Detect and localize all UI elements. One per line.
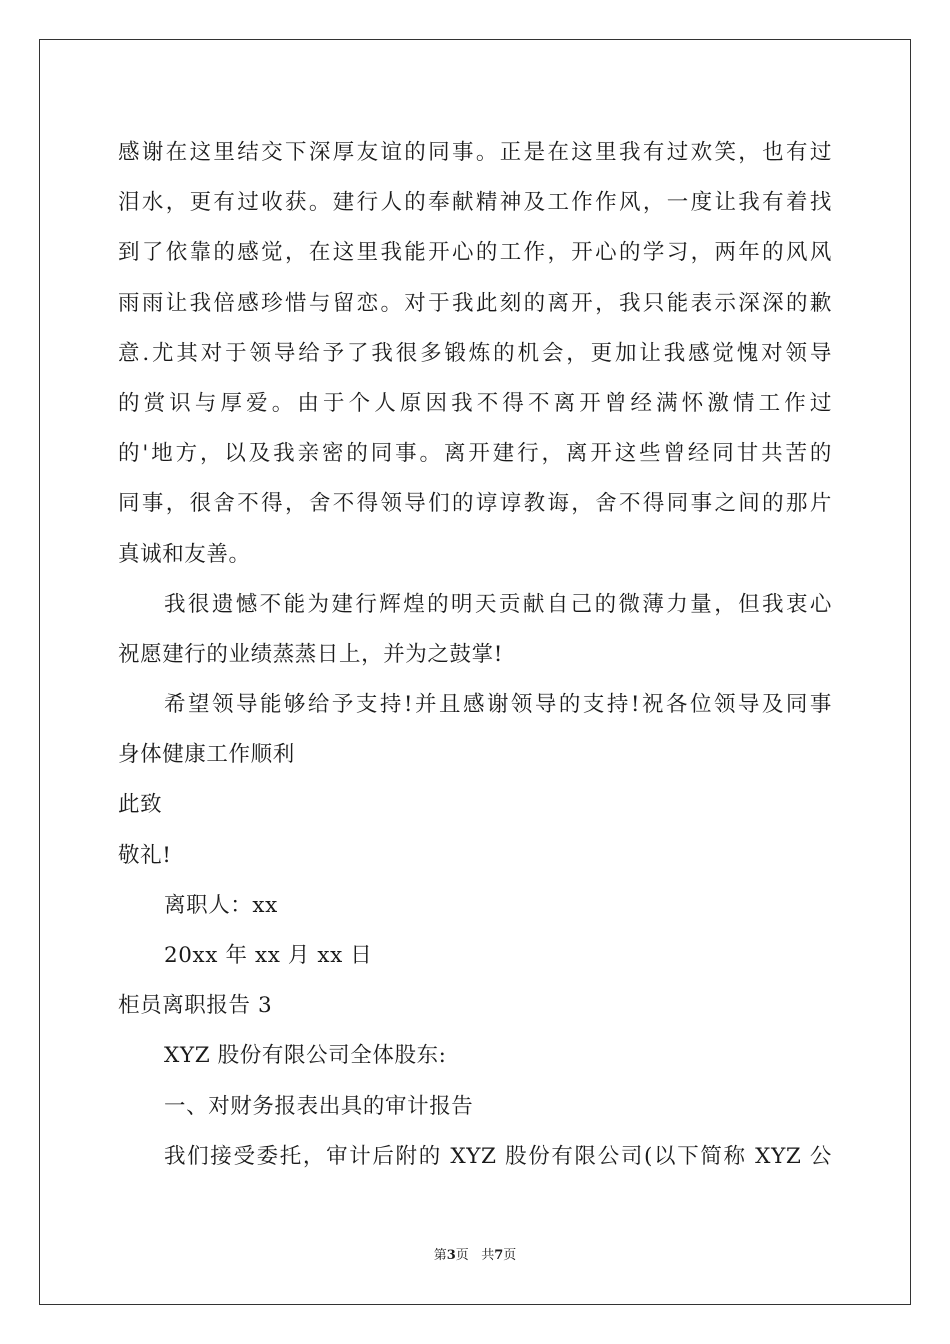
subsection-heading: 一、对财务报表出具的审计报告 — [164, 1093, 474, 1119]
footer-prefix: 第 — [433, 1248, 447, 1263]
addressee: XYZ 股份有限公司全体股东: — [164, 1043, 447, 1069]
text-line: 同事，很舍不得，舍不得领导们的谆谆教诲，舍不得同事之间的那片 — [118, 491, 832, 517]
closing-salutation: 此致 — [118, 792, 163, 818]
text-line: 我很遗憾不能为建行辉煌的明天贡献自己的微薄力量，但我衷心 — [164, 591, 832, 617]
page-footer — [0, 1246, 950, 1266]
text-line: 感谢在这里结交下深厚友谊的同事。正是在这里我有过欢笑，也有过 — [118, 140, 832, 165]
text-line: 真诚和友善。 — [118, 541, 251, 567]
document-body — [118, 128, 832, 1182]
date-line: 20xx 年 xx 月 xx 日 — [164, 943, 373, 968]
signatory: 离职人：xx — [164, 892, 278, 918]
footer-suffix: 页 — [503, 1248, 517, 1263]
text-line: 到了依靠的感觉，在这里我能开心的工作，开心的学习，两年的风风 — [118, 240, 832, 266]
text-line: 雨雨让我倍感珍惜与留恋。对于我此刻的离开，我只能表示深深的歉 — [118, 290, 832, 316]
text-line: 的'地方，以及我亲密的同事。离开建行，离开这些曾经同甘共苦的 — [118, 441, 832, 467]
text-line: 我们接受委托，审计后附的 XYZ 股份有限公司(以下简称 XYZ 公 — [164, 1143, 832, 1169]
text-line: 希望领导能够给予支持!并且感谢领导的支持!祝各位领导及同事 — [164, 692, 832, 718]
closing-regards: 敬礼! — [118, 842, 172, 868]
text-line: 意.尤其对于领导给予了我很多锻炼的机会，更加让我感觉愧对领导 — [118, 340, 832, 366]
section-heading: 柜员离职报告 3 — [118, 993, 273, 1019]
footer-middle: 页 共 — [455, 1248, 495, 1263]
text-line: 泪水，更有过收获。建行人的奉献精神及工作作风，一度让我有着找 — [118, 190, 832, 216]
text-line: 祝愿建行的业绩蒸蒸日上，并为之鼓掌! — [118, 641, 503, 667]
text-line: 的赏识与厚爱。由于个人原因我不得不离开曾经满怀激情工作过 — [118, 390, 832, 416]
text-line: 身体健康工作顺利 — [118, 742, 295, 768]
footer-total-pages: 7 — [494, 1248, 504, 1263]
footer-page-number: 3 — [446, 1248, 456, 1263]
